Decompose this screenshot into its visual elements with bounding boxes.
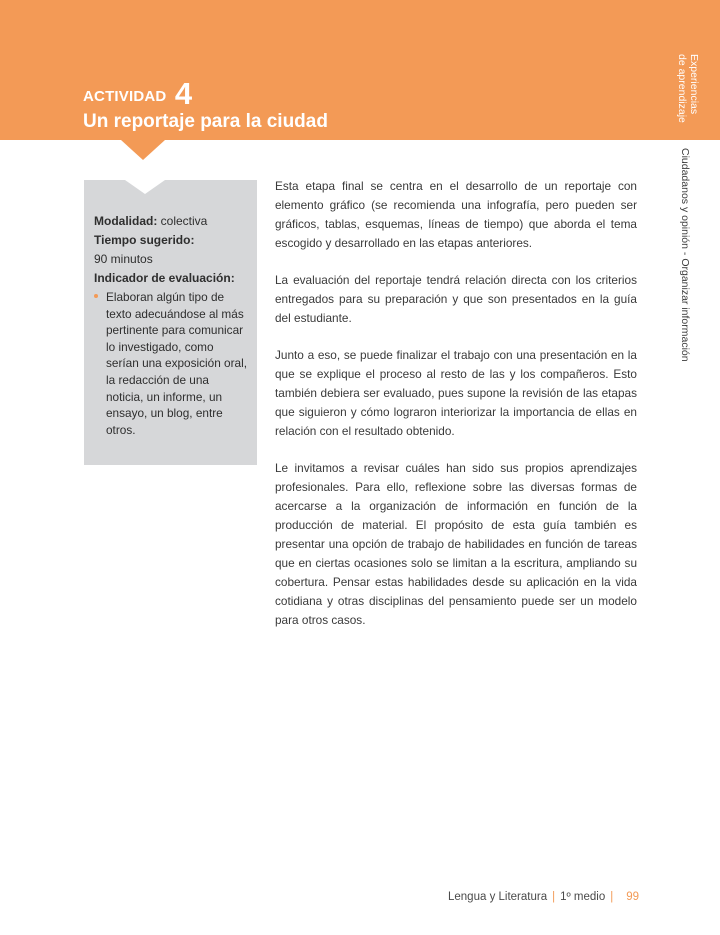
section-tab-line-2: de aprendizaje xyxy=(676,54,688,123)
paragraph-1: Esta etapa final se centra en el desarrollo de un reportaje con elemento gráfico (se recomienda una infografía, pero pueden ser gráficos, tablas, esquemas, líneas de tiempo) que aborda el tema escogido y desarrollado en las etapas anteriores. xyxy=(275,179,637,250)
page-number: 99 xyxy=(626,891,640,903)
footer-grade: 1º medio xyxy=(560,891,606,903)
footer-subject: Lengua y Literatura xyxy=(448,891,548,903)
paragraph-4: Le invitamos a revisar cuáles han sido sus propios aprendizajes profesionales. Para ello, reflexione sobre las diversas formas de acercarse a la organización de información en función de la producción de material. El propósito de esta guía también es presentar una opción de trabajo de habilidades en función de tareas que en ciertas ocasiones solo se limitan a la escritura, ampliando su cobertura. Pensar estas habilidades desde su aplicación en la vida cotidiana y otras disciplinas del pensamiento puede ser un modelo para otros casos. xyxy=(275,461,637,627)
info-box-notch xyxy=(125,180,165,194)
running-title: Ciudadanos y opinión - Organizar información xyxy=(679,148,691,362)
activity-word: ACTIVIDAD xyxy=(83,88,167,105)
footer-separator: | xyxy=(552,891,556,903)
tiempo-value: 90 minutos xyxy=(94,252,153,266)
section-tab xyxy=(676,54,700,123)
section-tab-line-1: Experiencias xyxy=(688,54,700,115)
activity-title: Un reportaje para la ciudad xyxy=(83,111,328,132)
activity-info-content xyxy=(94,212,249,438)
main-text xyxy=(275,177,637,648)
indicador-item xyxy=(94,289,249,438)
footer-separator: | xyxy=(610,891,614,903)
indicador-text: Elaboran algún tipo de texto adecuándose al más pertinente para comunicar lo investigado, como serían una exposición oral, la redacción de una noticia, un informe, un ensayo, un blog, entre otros. xyxy=(106,290,247,437)
tiempo-label: Tiempo sugerido: xyxy=(94,233,195,247)
modalidad-value: colectiva xyxy=(160,214,208,228)
activity-number: 4 xyxy=(174,76,193,111)
indicador-label: Indicador de evaluación: xyxy=(94,271,235,285)
page-footer xyxy=(448,891,639,903)
header-notch xyxy=(121,140,165,160)
paragraph-2: La evaluación del reportaje tendrá relación directa con los criterios entregados para su preparación y que son presentados en la guía del estudiante. xyxy=(275,273,637,325)
modalidad-label: Modalidad: xyxy=(94,214,158,228)
activity-label xyxy=(83,73,192,109)
bullet-icon xyxy=(94,294,98,298)
paragraph-3: Junto a eso, se puede finalizar el trabajo con una presentación en la que se explique el proceso al resto de las y los compañeros. Esto también debiera ser evaluado, pues supone la revisión de las etapas que siguieron y cómo lograron interiorizar la importancia de ellas en relación con el resultado obtenido. xyxy=(275,348,637,438)
modalidad-row xyxy=(94,212,249,231)
